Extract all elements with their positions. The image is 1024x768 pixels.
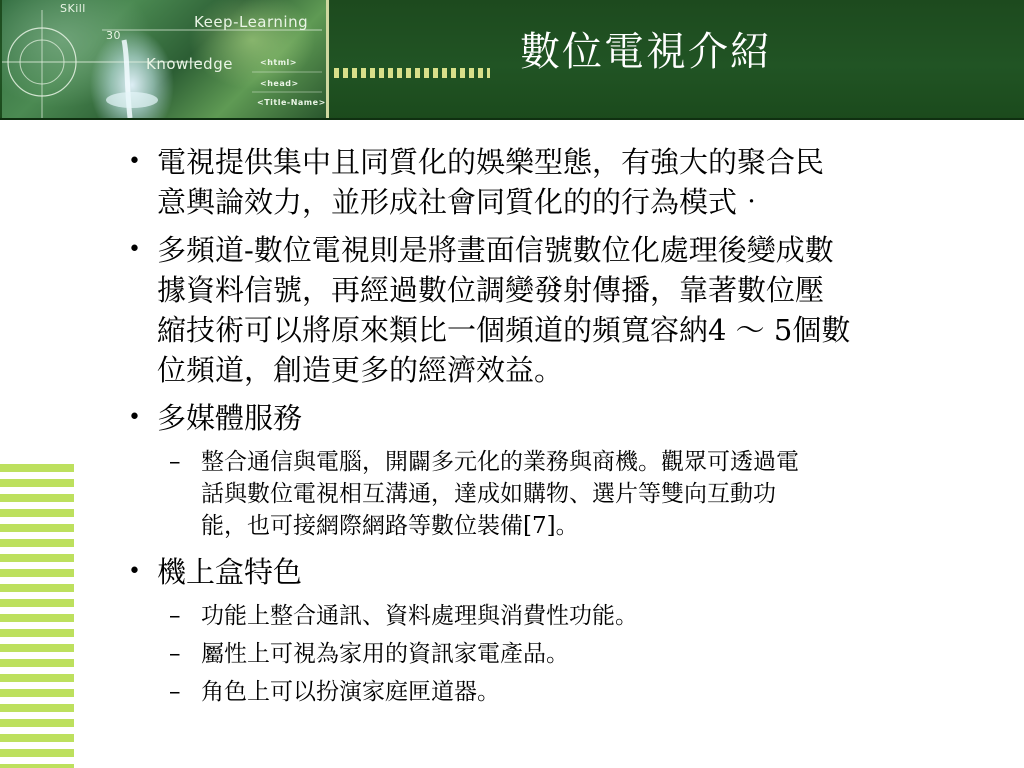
banner-knowledge-text: Knowledge [146,55,233,73]
sub-item-stb-role [125,676,975,708]
bullet-item-tv-features [125,142,975,222]
bullet-line: 意輿論效力，並形成社會同質化的的行為模式‧ [157,185,767,219]
sub-item-multimedia-integration [125,446,975,542]
bullet-item-set-top-box [125,552,975,592]
sub-item-stb-attribute [125,638,975,670]
sub-item-line: 能，也可接網際網路等數位裝備[7]。 [201,513,579,539]
bullet-line: 位頻道，創造更多的經濟效益。 [157,353,564,387]
slide-content [125,142,975,714]
banner-skill-text: SKill [60,2,86,15]
sub-item-line: 整合通信與電腦，開闢多元化的業務與商機。觀眾可透過電 [201,449,799,475]
banner-number-text: 30 [106,29,121,42]
header-divider [0,118,1024,120]
slide-title: 數位電視介紹 [520,29,772,75]
bullet-line: 縮技術可以將原來類比一個頻道的頻寬容納4 ～ 5個數 [157,313,851,347]
bullet-line: 多頻道-數位電視則是將畫面信號數位化處理後變成數 [157,233,834,267]
banner-image [2,0,329,118]
bullet-marker: • [128,559,141,584]
dash-marker: – [169,603,181,629]
sub-item-stb-function [125,600,975,632]
banner-head-tag: <head> [260,79,299,88]
bullet-marker: • [128,237,141,262]
sub-item-line: 角色上可以扮演家庭匣道器。 [201,679,500,705]
bullet-marker: • [128,149,141,174]
dash-marker: – [169,641,181,667]
bullet-marker: • [128,405,141,430]
sub-item-line: 屬性上可視為家用的資訊家電產品。 [201,641,569,667]
bullet-line: 電視提供集中且同質化的娛樂型態，有強大的聚合民 [157,145,825,179]
banner-html-tag: <html> [260,58,298,67]
dash-marker: – [169,449,181,475]
bullet-line: 機上盒特色 [157,555,303,589]
sub-item-line: 話與數位電視相互溝通，達成如購物、選片等雙向互動功 [201,481,776,507]
sub-item-line: 功能上整合通訊、資料處理與消費性功能。 [201,603,638,629]
bullet-item-multimedia [125,398,975,438]
bullet-line: 據資料信號，再經過數位調變發射傳播，靠著數位壓 [157,273,825,307]
banner-keep-learning-text: Keep-Learning [194,13,309,31]
dotted-accent-bar [334,68,490,78]
stripe-decoration [0,464,74,768]
banner-title-tag: <Title-Name> [257,98,326,107]
dash-marker: – [169,679,181,705]
bullet-line: 多媒體服務 [157,401,303,435]
bullet-item-multichannel [125,230,975,390]
